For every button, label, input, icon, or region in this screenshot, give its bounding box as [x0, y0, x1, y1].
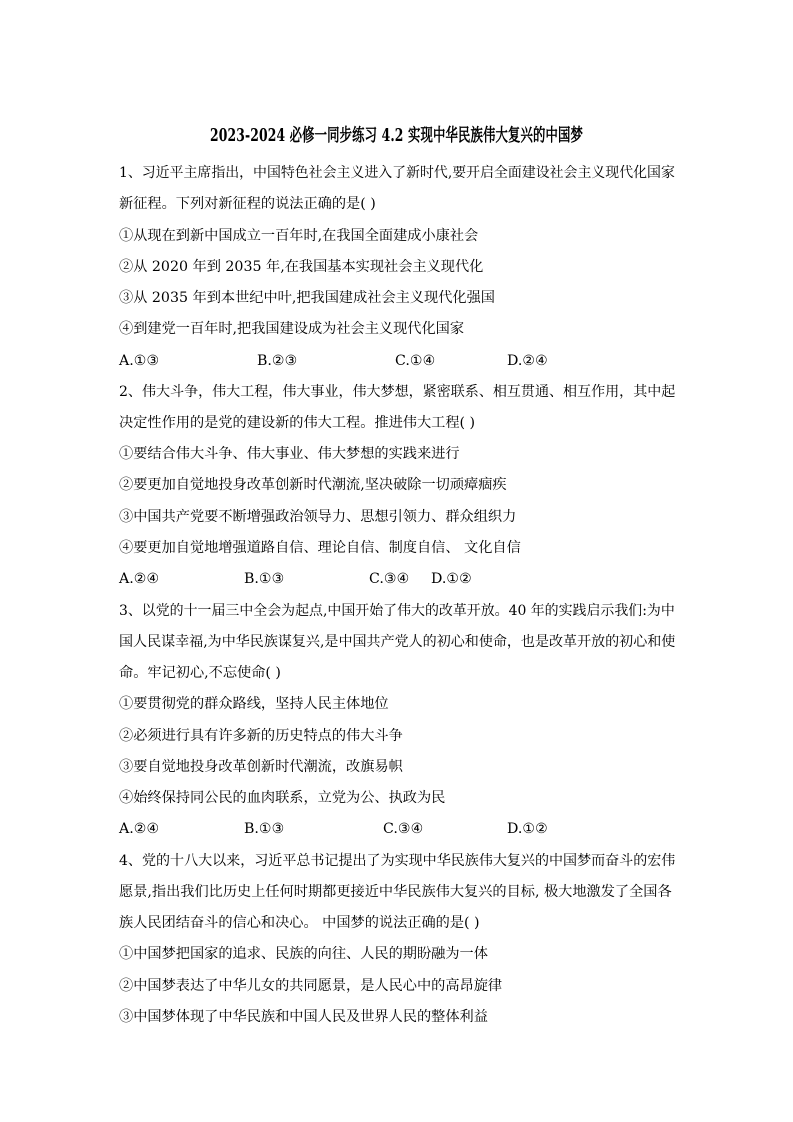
question-3-item-3: ③要自觉地投身改革创新时代潮流，改旗易帜 — [119, 759, 403, 775]
question-1-item-1: ①从现在到新中国成立一百年时,在我国全面建成小康社会 — [119, 228, 479, 244]
question-2-item-4: ④要更加自觉地增强道路自信、理论自信、制度自信、 文化自信 — [119, 540, 521, 556]
question-3-item-2: ②必须进行具有许多新的历史特点的伟大斗争 — [119, 728, 403, 744]
question-1-stem-line-1: 1、习近平主席指出，中国特色社会主义进入了新时代,要开启全面建设社会主义现代化国家 — [119, 165, 675, 181]
question-3-option-b: B.①③ — [244, 821, 285, 837]
question-1-option-c: C.①④ — [395, 353, 436, 369]
question-3-option-a: A.②④ — [119, 821, 160, 837]
question-1-option-d: D.②④ — [507, 353, 548, 369]
question-3-stem-line-3: 命。牢记初心,不忘使命( ) — [119, 665, 281, 681]
question-1-option-b: B.②③ — [257, 353, 298, 369]
question-2-stem-line-2: 决定性作用的是党的建设新的伟大工程。推进伟大工程( ) — [119, 415, 476, 431]
question-4-item-1: ①中国梦把国家的追求、民族的向往、人民的期盼融为一体 — [119, 946, 488, 962]
question-2-options — [119, 569, 679, 589]
question-3-stem-line-2: 国人民谋幸福,为中华民族谋复兴,是中国共产党人的初心和使命，也是改革开放的初心和使 — [119, 634, 676, 650]
question-4-item-2: ②中国梦表达了中华儿女的共同愿景，是人民心中的高昂旋律 — [119, 978, 503, 994]
question-1-item-2: ②从 2020 年到 2035 年,在我国基本实现社会主义现代化 — [119, 259, 484, 275]
question-3-item-4: ④始终保持同公民的血肉联系，立党为公、执政为民 — [119, 790, 446, 806]
question-2-option-c: C.③④ — [369, 571, 410, 587]
question-1-option-a: A.①③ — [119, 353, 160, 369]
question-4-stem-line-2: 愿景,指出我们比历史上任何时期都更接近中华民族伟大复兴的目标, 极大地激发了全国各 — [119, 884, 672, 900]
question-2-option-a: A.②④ — [119, 571, 160, 587]
question-3-option-d: D.①② — [507, 821, 548, 837]
page-title: 2023-2024 必修一同步练习 4.2 实现中华民族伟大复兴的中国梦 — [210, 126, 583, 146]
question-3-stem-line-1: 3、以党的十一届三中全会为起点,中国开始了伟大的改革开放。40 年的实践启示我们:为中 — [119, 603, 675, 619]
question-1-item-3: ③从 2035 年到本世纪中叶,把我国建成社会主义现代化强国 — [119, 290, 495, 306]
question-2-stem-line-1: 2、伟大斗争，伟大工程，伟大事业，伟大梦想，紧密联系、相互贯通、相互作用，其中起 — [119, 384, 676, 400]
question-2-option-d: D.①② — [431, 571, 472, 587]
question-3-options — [119, 819, 679, 839]
question-3-option-c: C.③④ — [383, 821, 424, 837]
question-2-option-b: B.①③ — [244, 571, 285, 587]
question-1-options — [119, 351, 679, 371]
question-1-item-4: ④到建党一百年时,把我国建设成为社会主义现代化国家 — [119, 321, 465, 337]
question-3-item-1: ①要贯彻党的群众路线，坚持人民主体地位 — [119, 696, 389, 712]
question-4-item-3: ③中国梦体现了中华民族和中国人民及世界人民的整体利益 — [119, 1009, 488, 1025]
question-1-stem-line-2: 新征程。下列对新征程的说法正确的是( ) — [119, 196, 376, 212]
question-2-item-2: ②要更加自觉地投身改革创新时代潮流,坚决破除一切顽瘴痼疾 — [119, 477, 507, 493]
question-2-item-1: ①要结合伟大斗争、伟大事业、伟大梦想的实践来进行 — [119, 446, 460, 462]
question-2-item-3: ③中国共产党要不断增强政治领导力、思想引领力、群众组织力 — [119, 509, 517, 525]
question-4-stem-line-1: 4、党的十八大以来，习近平总书记提出了为实现中华民族伟大复兴的中国梦而奋斗的宏伟 — [119, 853, 676, 869]
question-4-stem-line-3: 族人民团结奋斗的信心和决心。 中国梦的说法正确的是( ) — [119, 915, 480, 931]
